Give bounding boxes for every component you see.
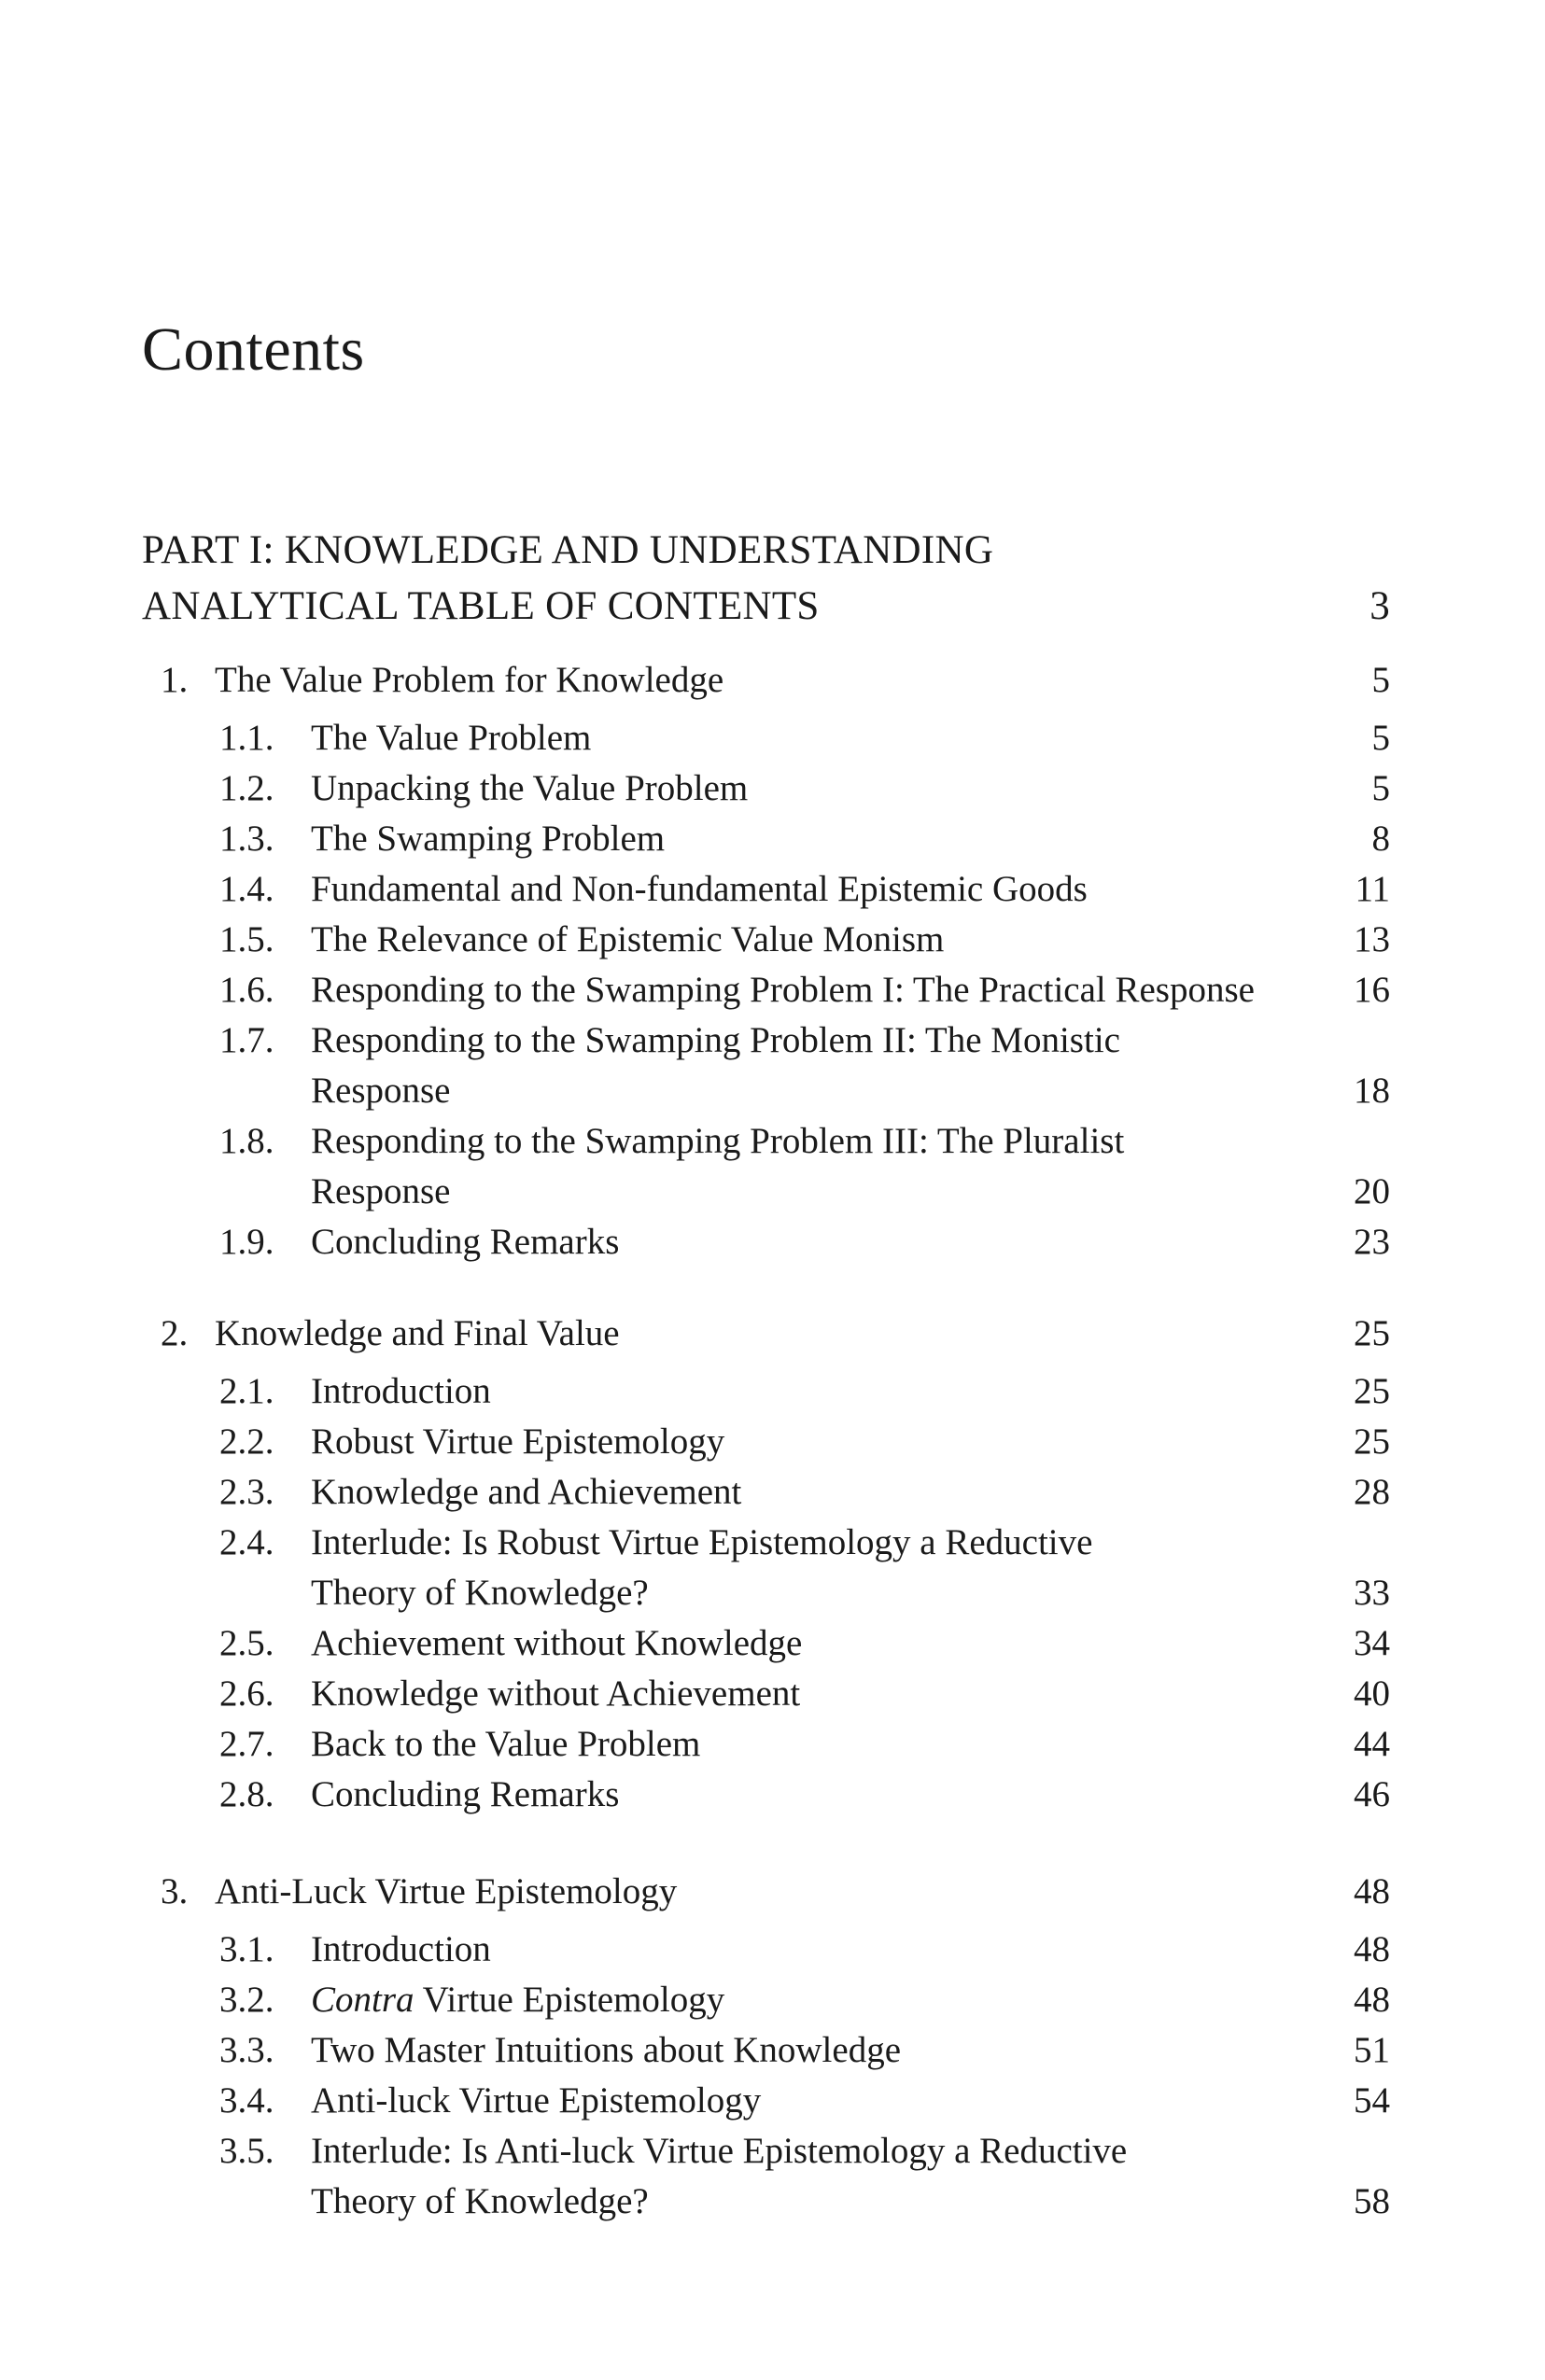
section-number: 1.4. xyxy=(219,869,274,909)
chapter-page: 5 xyxy=(1371,660,1390,700)
section-title: Back to the Value Problem xyxy=(311,1724,701,1764)
section-title xyxy=(311,1975,724,2025)
section-title-rest: Virtue Epistemology xyxy=(414,1980,725,2020)
section-number: 3.2. xyxy=(219,1980,274,2020)
section-entry[interactable] xyxy=(0,1719,1545,1770)
section-title: Achievement without Knowledge xyxy=(311,1623,803,1663)
chapter-page: 48 xyxy=(1354,1871,1390,1911)
section-title: Two Master Intuitions about Knowledge xyxy=(311,2030,901,2070)
section-page: 28 xyxy=(1354,1472,1390,1512)
section-page: 16 xyxy=(1354,970,1390,1010)
chapter-title: Anti-Luck Virtue Epistemology xyxy=(215,1871,678,1911)
section-page: 40 xyxy=(1354,1673,1390,1714)
section-number: 2.1. xyxy=(219,1371,274,1411)
section-title: Responding to the Swamping Problem I: The Practical Response xyxy=(311,970,1255,1010)
section-entry[interactable] xyxy=(0,1467,1545,1518)
section-page: 13 xyxy=(1354,919,1390,959)
section-title: Unpacking the Value Problem xyxy=(311,768,749,808)
section-entry[interactable] xyxy=(0,2076,1545,2126)
section-entry[interactable] xyxy=(0,1366,1545,1417)
analytical-toc-label: ANALYTICAL TABLE OF CONTENTS xyxy=(142,584,820,628)
section-number: 1.5. xyxy=(219,919,274,959)
section-number: 2.6. xyxy=(219,1673,274,1714)
section-page: 18 xyxy=(1354,1071,1390,1111)
section-page: 20 xyxy=(1354,1171,1390,1211)
section-number: 3.3. xyxy=(219,2030,274,2070)
section-entry-continuation[interactable] xyxy=(0,1066,1545,1116)
section-number: 3.1. xyxy=(219,1929,274,1969)
chapter-entry[interactable] xyxy=(0,655,1545,706)
section-page: 8 xyxy=(1371,819,1390,859)
section-title: Responding to the Swamping Problem III: The Pluralist xyxy=(311,1121,1125,1161)
section-title: Introduction xyxy=(311,1929,491,1969)
section-title: The Swamping Problem xyxy=(311,819,666,859)
section-entry[interactable] xyxy=(0,864,1545,915)
section-page: 54 xyxy=(1354,2080,1390,2121)
chapter-entry[interactable] xyxy=(0,1309,1545,1359)
section-page: 25 xyxy=(1354,1421,1390,1462)
section-entry[interactable] xyxy=(0,1618,1545,1669)
section-number: 1.9. xyxy=(219,1222,274,1262)
section-page: 48 xyxy=(1354,1929,1390,1969)
section-entry-continuation[interactable] xyxy=(0,2177,1545,2227)
analytical-toc-page: 3 xyxy=(1369,584,1390,628)
section-entry[interactable] xyxy=(0,965,1545,1015)
section-title: The Relevance of Epistemic Value Monism xyxy=(311,919,945,959)
section-number: 1.6. xyxy=(219,970,274,1010)
section-title: Fundamental and Non-fundamental Epistemic Goods xyxy=(311,869,1088,909)
section-number: 2.5. xyxy=(219,1623,274,1663)
section-entry[interactable] xyxy=(0,1975,1545,2025)
section-title: Responding to the Swamping Problem II: The Monistic xyxy=(311,1020,1120,1060)
section-title-continuation: Theory of Knowledge? xyxy=(311,2181,649,2221)
section-entry[interactable] xyxy=(0,1518,1545,1568)
section-title: The Value Problem xyxy=(311,718,592,758)
section-title-continuation: Response xyxy=(311,1071,451,1111)
section-title-italic: Contra xyxy=(311,1980,414,2020)
section-number: 2.8. xyxy=(219,1774,274,1814)
chapter-title: Knowledge and Final Value xyxy=(215,1313,620,1353)
section-number: 3.5. xyxy=(219,2131,274,2171)
section-title: Anti-luck Virtue Epistemology xyxy=(311,2080,762,2121)
section-entry[interactable] xyxy=(0,1217,1545,1267)
section-number: 1.2. xyxy=(219,768,274,808)
section-page: 11 xyxy=(1355,869,1390,909)
part-heading: PART I: KNOWLEDGE AND UNDERSTANDING xyxy=(142,528,994,572)
section-entry[interactable] xyxy=(0,1015,1545,1066)
section-page: 44 xyxy=(1354,1724,1390,1764)
section-number: 2.2. xyxy=(219,1421,274,1462)
section-number: 2.7. xyxy=(219,1724,274,1764)
section-page: 23 xyxy=(1354,1222,1390,1262)
section-title: Introduction xyxy=(311,1371,491,1411)
chapter-entry[interactable] xyxy=(0,1867,1545,1917)
section-title: Knowledge without Achievement xyxy=(311,1673,801,1714)
section-page: 48 xyxy=(1354,1980,1390,2020)
section-number: 2.4. xyxy=(219,1522,274,1562)
section-page: 25 xyxy=(1354,1371,1390,1411)
section-number: 3.4. xyxy=(219,2080,274,2121)
chapter-number: 2. xyxy=(161,1313,189,1353)
section-entry[interactable] xyxy=(0,915,1545,965)
section-entry-continuation[interactable] xyxy=(0,1568,1545,1618)
section-entry[interactable] xyxy=(0,1116,1545,1167)
section-entry[interactable] xyxy=(0,713,1545,763)
section-page: 46 xyxy=(1354,1774,1390,1814)
chapter-number: 1. xyxy=(161,660,189,700)
section-entry[interactable] xyxy=(0,2025,1545,2076)
section-entry[interactable] xyxy=(0,1925,1545,1975)
section-page: 33 xyxy=(1354,1573,1390,1613)
section-entry[interactable] xyxy=(0,814,1545,864)
section-number: 1.7. xyxy=(219,1020,274,1060)
section-page: 34 xyxy=(1354,1623,1390,1663)
section-title-continuation: Theory of Knowledge? xyxy=(311,1573,649,1613)
section-entry-continuation[interactable] xyxy=(0,1167,1545,1217)
section-entry[interactable] xyxy=(0,1770,1545,1820)
section-page: 5 xyxy=(1371,768,1390,808)
section-number: 2.3. xyxy=(219,1472,274,1512)
section-entry[interactable] xyxy=(0,763,1545,814)
section-number: 1.1. xyxy=(219,718,274,758)
section-number: 1.8. xyxy=(219,1121,274,1161)
section-page: 58 xyxy=(1354,2181,1390,2221)
section-entry[interactable] xyxy=(0,2126,1545,2177)
chapter-title: The Value Problem for Knowledge xyxy=(215,660,724,700)
page-title: Contents xyxy=(142,315,365,384)
section-entry[interactable] xyxy=(0,1669,1545,1719)
section-page: 5 xyxy=(1371,718,1390,758)
section-title: Knowledge and Achievement xyxy=(311,1472,742,1512)
section-title: Robust Virtue Epistemology xyxy=(311,1421,725,1462)
section-number: 1.3. xyxy=(219,819,274,859)
chapter-page: 25 xyxy=(1354,1313,1390,1353)
chapter-number: 3. xyxy=(161,1871,189,1911)
section-title: Concluding Remarks xyxy=(311,1774,620,1814)
section-title: Interlude: Is Robust Virtue Epistemology a Reductive xyxy=(311,1522,1093,1562)
section-page: 51 xyxy=(1354,2030,1390,2070)
section-title-continuation: Response xyxy=(311,1171,451,1211)
section-title: Interlude: Is Anti-luck Virtue Epistemology a Reductive xyxy=(311,2131,1128,2171)
section-title: Concluding Remarks xyxy=(311,1222,620,1262)
section-entry[interactable] xyxy=(0,1417,1545,1467)
